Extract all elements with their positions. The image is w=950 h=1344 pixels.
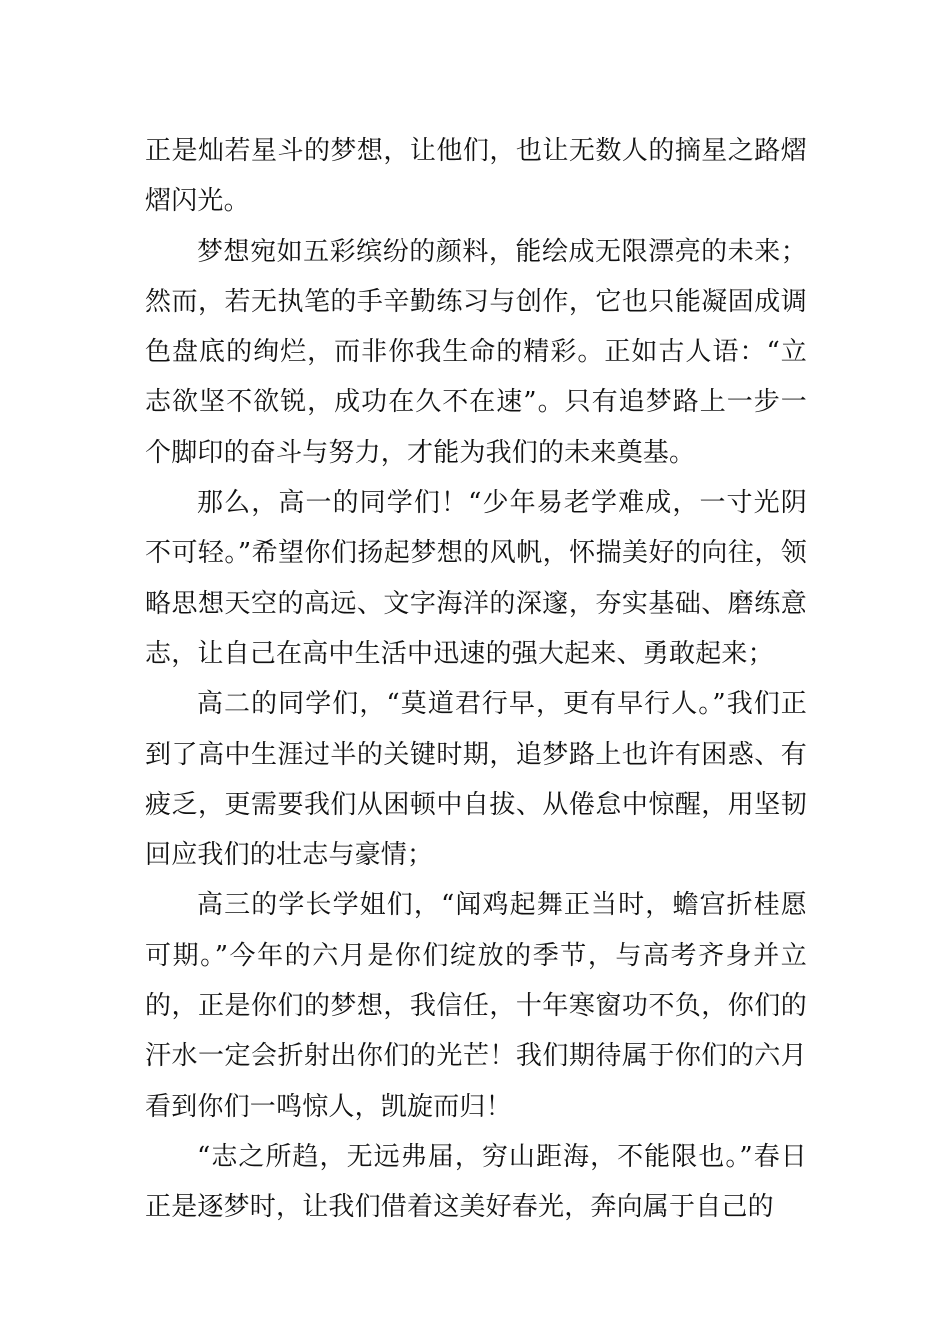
paragraph-6: “志之所趋，无远弗届，穷山距海，不能限也。”春日正是逐梦时，让我们借着这美好春光，奔向属于自己的 xyxy=(145,1141,807,1223)
paragraph-3: 那么，高一的同学们！“少年易老学难成，一寸光阴不可轻。”希望你们扬起梦想的风帆，怀揣美好的向往，领略思想天空的高远、文字海洋的深邃，夯实基础、磨练意志，让自己在高中生活中迅速的强大起来、勇敢起来； xyxy=(145,488,807,669)
paragraph-5: 高三的学长学姐们，“闻鸡起舞正当时，蟾宫折桂愿可期。”今年的六月是你们绽放的季节，与高考齐身并立的，正是你们的梦想，我信任，十年寒窗功不负，你们的汗水一定会折射出你们的光芒！我们期待属于你们的六月看到你们一鸣惊人，凯旋而归！ xyxy=(145,890,807,1122)
document-body xyxy=(145,126,807,1233)
paragraph-4: 高二的同学们，“莫道君行早，更有早行人。”我们正到了高中生涯过半的关键时期，追梦路上也许有困惑、有疲乏，更需要我们从困顿中自拔、从倦怠中惊醒，用坚韧回应我们的壮志与豪情； xyxy=(145,689,807,871)
paragraph-1: 正是灿若星斗的梦想，让他们，也让无数人的摘星之路熠熠闪光。 xyxy=(145,136,807,217)
paragraph-2: 梦想宛如五彩缤纷的颜料，能绘成无限漂亮的未来；然而，若无执笔的手辛勤练习与创作，它也只能凝固成调色盘底的绚烂，而非你我生命的精彩。正如古人语：“立志欲坚不欲锐，成功在久不在速”。只有追梦路上一步一个脚印的奋斗与努力，才能为我们的未来奠基。 xyxy=(145,236,807,468)
